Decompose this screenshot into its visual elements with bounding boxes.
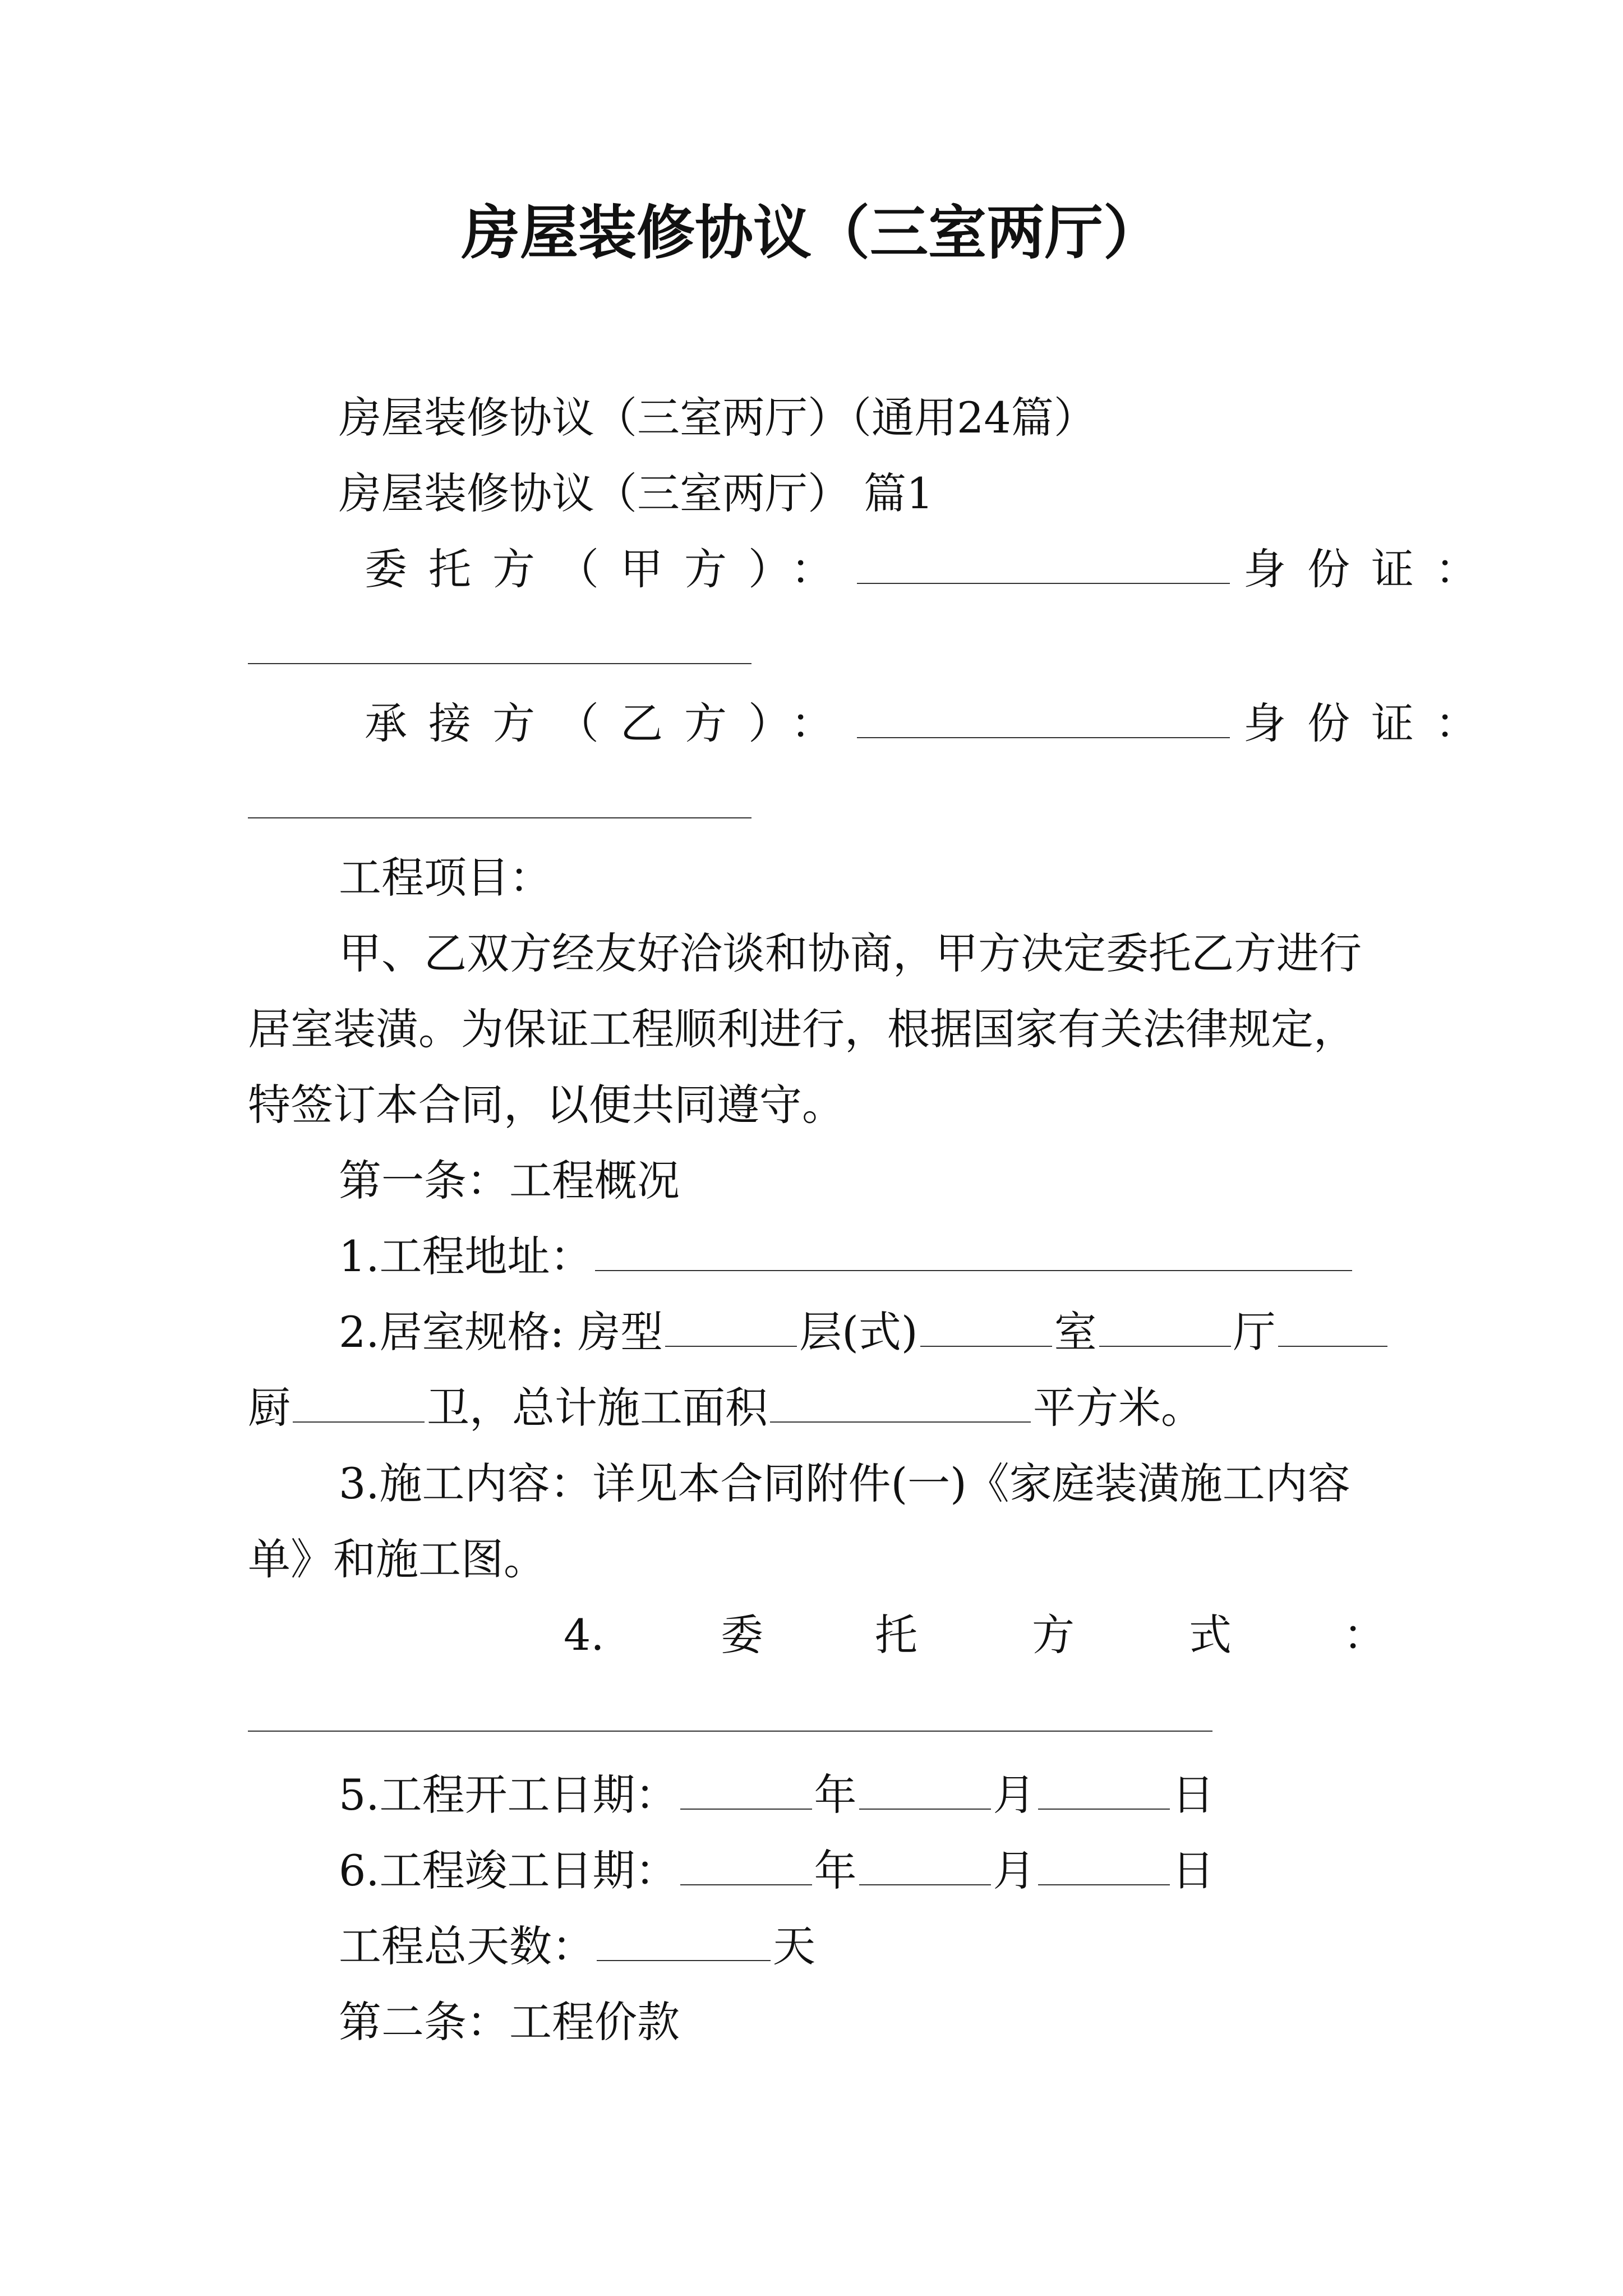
room-blank — [1099, 1311, 1231, 1347]
party-b-name-blank — [857, 702, 1230, 738]
room-type-blank — [665, 1311, 797, 1347]
end-date-label: 6.工程竣工日期： — [339, 1846, 678, 1895]
month-label: 月 — [993, 1770, 1036, 1820]
intro-line-2: 居室装潢。为保证工程顺利进行，根据国家有关法律规定， — [248, 1004, 1356, 1054]
project-label: 工程项目： — [339, 853, 552, 903]
room-label: 室 — [1054, 1307, 1097, 1357]
day-label: 日 — [1172, 1846, 1215, 1895]
commission-method-blank — [248, 1731, 1212, 1732]
item-4-colon: ： — [1343, 1610, 1386, 1660]
start-month-blank — [859, 1774, 991, 1810]
hall-label: 厅 — [1233, 1307, 1276, 1357]
id-label: 身份证： — [1243, 544, 1499, 594]
end-day-blank — [1038, 1849, 1170, 1885]
area-unit: 平方米。 — [1033, 1383, 1204, 1433]
party-a-line — [365, 541, 1499, 597]
item-3-line-1: 3.施工内容：详见本合同附件(一)《家庭装潢施工内容 — [339, 1458, 1350, 1508]
party-a-name-blank — [857, 548, 1230, 584]
bath-area-label: 卫，总计施工面积 — [427, 1383, 768, 1433]
article-2-heading: 第二条：工程价款 — [339, 1997, 680, 2047]
party-b-line — [365, 696, 1499, 752]
party-a-id-blank — [248, 663, 751, 664]
year-label: 年 — [814, 1770, 857, 1820]
item-3-line-2: 单》和施工图。 — [248, 1534, 546, 1584]
kitchen-label: 厨 — [248, 1383, 291, 1433]
item-6-line — [339, 1843, 1215, 1899]
total-days-blank — [597, 1925, 771, 1961]
day-label: 日 — [1172, 1770, 1215, 1820]
area-blank — [770, 1387, 1031, 1423]
intro-line-1: 甲、乙双方经友好洽谈和协商，甲方决定委托乙方进行 — [339, 928, 1362, 978]
kitchen-blank — [293, 1387, 425, 1423]
end-year-blank — [680, 1849, 812, 1885]
item-2-line-2 — [248, 1380, 1204, 1436]
item-4-char-2: 托 — [875, 1610, 917, 1660]
section-heading: 房屋装修协议（三室两厅） 篇1 — [339, 468, 934, 518]
start-day-blank — [1038, 1774, 1170, 1810]
month-label: 月 — [993, 1846, 1036, 1895]
floor-label: 层(式) — [799, 1307, 918, 1357]
start-date-label: 5.工程开工日期： — [339, 1770, 678, 1820]
intro-line-3: 特签订本合同，以便共同遵守。 — [248, 1080, 845, 1130]
item-1-line — [339, 1228, 1354, 1285]
total-days-label: 工程总天数： — [339, 1921, 594, 1971]
item-4-char-1: 委 — [721, 1610, 763, 1660]
year-label: 年 — [814, 1846, 857, 1895]
end-month-blank — [859, 1849, 991, 1885]
address-blank — [595, 1235, 1352, 1271]
item-4-char-3: 方 — [1032, 1610, 1075, 1660]
floor-blank — [920, 1311, 1052, 1347]
page-title: 房屋装修协议（三室两厅） — [461, 199, 1161, 267]
days-unit: 天 — [773, 1921, 815, 1971]
item-4-number: 4. — [564, 1610, 605, 1660]
start-year-blank — [680, 1774, 812, 1810]
item-4-char-4: 式 — [1189, 1610, 1232, 1660]
party-a-label: 委托方（甲方）： — [365, 544, 855, 594]
item-2-label: 2.居室规格: 房型 — [339, 1307, 663, 1357]
total-days-line — [339, 1918, 815, 1975]
id-label: 身份证： — [1243, 698, 1499, 748]
party-b-id-blank — [248, 817, 751, 818]
document-subtitle: 房屋装修协议（三室两厅）（通用24篇） — [339, 393, 1096, 443]
article-1-heading: 第一条：工程概况 — [339, 1156, 680, 1205]
item-1-label: 1.工程地址： — [339, 1231, 593, 1281]
item-5-line — [339, 1767, 1215, 1823]
item-2-line — [339, 1304, 1390, 1360]
party-b-label: 承接方（乙方）： — [365, 698, 855, 748]
hall-blank — [1278, 1311, 1387, 1347]
